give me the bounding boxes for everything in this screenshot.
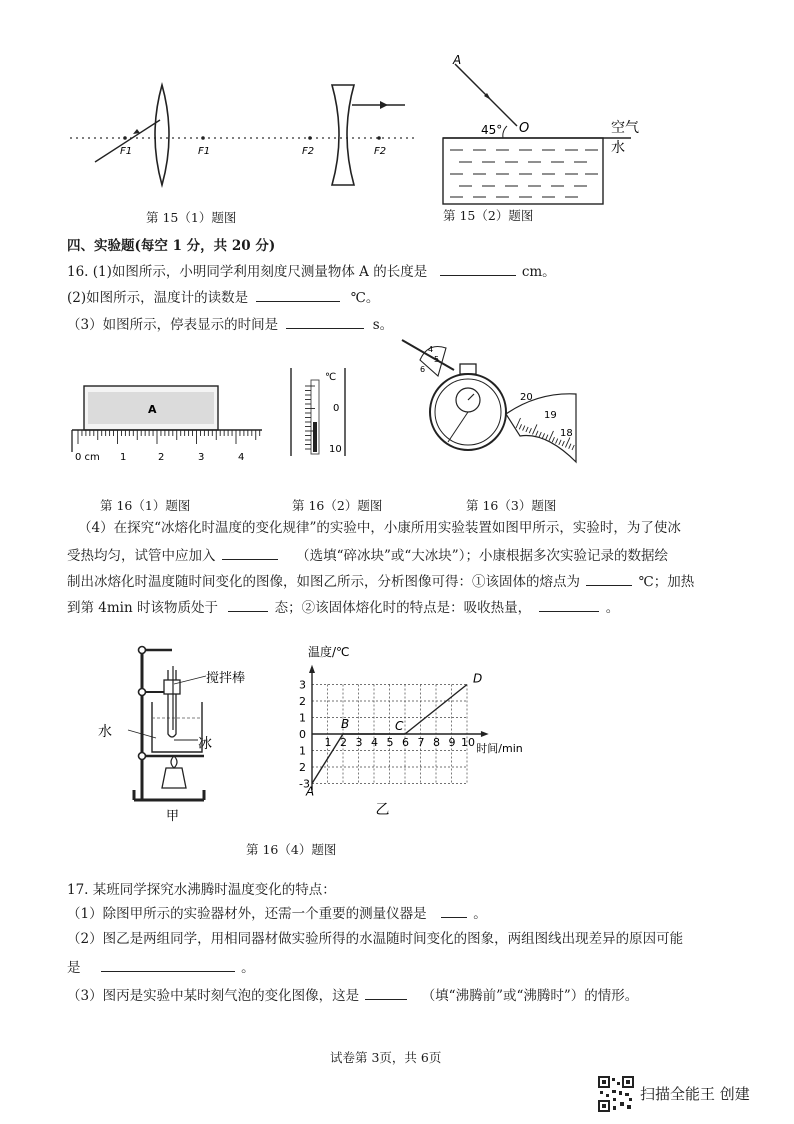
y-tick-label: 3 bbox=[299, 678, 306, 692]
q16-part4-line2 bbox=[67, 548, 668, 564]
q16-part1 bbox=[67, 264, 556, 280]
caption-16-1: 第 16（1）题图 bbox=[100, 498, 191, 513]
q17-part1-text: （1）除图甲所示的实验器材外，还需一个重要的测量仪器是 bbox=[67, 906, 427, 922]
x-tick-label: 9 bbox=[448, 736, 456, 749]
label-apparatus-ice: 冰 bbox=[198, 736, 212, 752]
q16-part4-line4b: 态；②该固体熔化时的特点是：吸收热量， bbox=[274, 600, 532, 616]
object-A-label: A bbox=[148, 403, 157, 416]
ruler-label-2: 2 bbox=[158, 452, 165, 463]
label-f2-left: F2 bbox=[302, 146, 315, 157]
figure-15-2-water-surface bbox=[435, 52, 675, 210]
label-A: A bbox=[453, 53, 462, 67]
y-tick-label-zero: 0 bbox=[299, 728, 306, 741]
x-tick-label: 2 bbox=[340, 736, 347, 749]
caption-16-2: 第 16（2）题图 bbox=[292, 498, 383, 513]
answer-blank[interactable] bbox=[365, 988, 407, 1000]
answer-blank[interactable] bbox=[539, 600, 599, 612]
figure-16-4-apparatus bbox=[94, 640, 274, 822]
point-label-C: C bbox=[395, 719, 404, 733]
qr-code-icon bbox=[598, 1076, 634, 1112]
series-segment bbox=[405, 685, 467, 735]
answer-blank[interactable] bbox=[228, 600, 268, 612]
chart-name-yi: 乙 bbox=[375, 802, 390, 818]
y-axis-arrow bbox=[309, 665, 315, 673]
convex-lens bbox=[155, 85, 169, 185]
q16-part4-line4a: 到第 4min 时该物质处于 bbox=[67, 600, 218, 616]
caption-16-3: 第 16（3）题图 bbox=[466, 498, 557, 513]
watch-tick-6: 6 bbox=[420, 365, 426, 374]
watch-tick-4: 4 bbox=[428, 345, 434, 354]
label-apparatus-water: 水 bbox=[98, 724, 112, 740]
figure-16-4-temperature-chart bbox=[292, 644, 562, 820]
section-heading: 四、实验题(每空 1 分，共 20 分) bbox=[67, 238, 276, 254]
point-label-D: D bbox=[473, 671, 483, 686]
answer-blank[interactable] bbox=[286, 317, 364, 329]
label-O: O bbox=[519, 121, 530, 136]
watch-scale-18: 18 bbox=[560, 428, 573, 439]
figure-16-1-ruler bbox=[70, 382, 265, 464]
label-stirring-rod: 搅拌棒 bbox=[206, 671, 246, 686]
y-tick-label: 2 bbox=[299, 761, 306, 774]
y-tick-label: -3 bbox=[299, 777, 310, 791]
q16-part3 bbox=[67, 317, 393, 333]
ruler-label-1: 1 bbox=[120, 452, 127, 463]
q16-part3-text: （3）如图所示，停表显示的时间是 bbox=[67, 317, 279, 333]
q17-part1-end: 。 bbox=[473, 906, 487, 922]
x-tick-label: 3 bbox=[355, 736, 363, 749]
q17-part3-text: （3）图丙是实验中某时刻气泡的变化图像，这是 bbox=[67, 988, 360, 1004]
watch-scale-20: 20 bbox=[520, 392, 533, 403]
figure-15-1-lenses bbox=[70, 80, 430, 190]
mercury-column bbox=[313, 422, 317, 452]
answer-blank[interactable] bbox=[586, 574, 632, 586]
answer-blank[interactable] bbox=[441, 906, 467, 918]
q16-part4-line2b: （选填“碎冰块”或“大冰块”）；小康根据多次实验记录的数据绘 bbox=[296, 548, 668, 564]
q16-part4-line4 bbox=[67, 600, 619, 616]
q17-part2-end: 。 bbox=[241, 960, 255, 976]
watch-scale-19: 19 bbox=[544, 410, 557, 421]
label-air: 空气 bbox=[611, 120, 639, 136]
q16-part1-text: 16. (1)如图所示，小明同学利用刻度尺测量物体 A 的长度是 bbox=[67, 264, 428, 280]
answer-blank[interactable] bbox=[440, 264, 516, 276]
ruler-label-0: 0 cm bbox=[75, 452, 100, 463]
q17-part3 bbox=[67, 988, 638, 1004]
label-water: 水 bbox=[611, 140, 625, 156]
answer-blank[interactable] bbox=[222, 548, 278, 560]
y-tick-label: 1 bbox=[299, 711, 306, 725]
chart-y-axis-label: 温度/℃ bbox=[308, 645, 350, 659]
q16-part3-unit: s。 bbox=[372, 317, 394, 333]
answer-blank[interactable] bbox=[256, 290, 340, 302]
label-45-degrees: 45° bbox=[481, 123, 503, 137]
x-axis-arrow bbox=[481, 731, 489, 737]
q17-part3b-text: （填“沸腾前”或“沸腾时”）的情形。 bbox=[421, 988, 639, 1004]
q16-part4-line4c: 。 bbox=[605, 600, 620, 616]
page-footer: 试卷第 3页，共 6页 bbox=[330, 1050, 442, 1065]
watch-tick-5: 5 bbox=[434, 355, 440, 364]
caption-16-4: 第 16（4）题图 bbox=[246, 842, 337, 857]
answer-blank[interactable] bbox=[101, 960, 235, 972]
x-tick-label: 1 bbox=[324, 736, 332, 749]
chart-x-axis-label: 时间/min bbox=[476, 742, 523, 755]
x-tick-label: 4 bbox=[371, 736, 378, 749]
figure-16-3-stopwatch bbox=[398, 332, 580, 470]
q16-part4-line2a: 受热均匀，试管中应加入 bbox=[67, 548, 216, 564]
q16-part1-unit: cm。 bbox=[521, 264, 556, 280]
q16-part4-line3 bbox=[67, 574, 694, 590]
q17-part1 bbox=[67, 906, 487, 922]
y-tick-label: 1 bbox=[299, 744, 306, 758]
concave-lens bbox=[332, 85, 354, 185]
y-tick-label: 2 bbox=[299, 695, 306, 708]
label-f1-left: F1 bbox=[120, 146, 133, 157]
ruler-label-4: 4 bbox=[238, 452, 245, 463]
label-f2-right: F2 bbox=[374, 146, 387, 157]
q17-part2b bbox=[67, 960, 255, 976]
scanner-watermark: 扫描全能王 创建 bbox=[640, 1085, 750, 1103]
caption-15-1: 第 15（1）题图 bbox=[146, 210, 237, 225]
point-label-A: A bbox=[306, 784, 315, 799]
q17-part2b-text: 是 bbox=[67, 960, 81, 976]
thermo-tick-10: 10 bbox=[329, 444, 342, 455]
ruler-label-3: 3 bbox=[198, 452, 205, 463]
x-tick-label: 5 bbox=[386, 736, 394, 749]
q17-title: 17. 某班同学探究水沸腾时温度变化的特点： bbox=[67, 882, 336, 898]
thermo-tick-0: 0 bbox=[333, 403, 340, 414]
thermo-unit: ℃ bbox=[325, 372, 337, 383]
x-tick-label: 10 bbox=[461, 736, 475, 749]
q17-part2: （2）图乙是两组同学，用相同器材做实验所得的水温随时间变化的图象，两组图线出现差异的原因可能 bbox=[67, 931, 684, 947]
label-f1-right: F1 bbox=[198, 146, 211, 157]
q16-part4-line3b: ℃；加热 bbox=[638, 574, 695, 590]
q16-part2-text: (2)如图所示，温度计的读数是 bbox=[67, 290, 249, 306]
point-label-B: B bbox=[341, 717, 350, 731]
q16-part2-unit: ℃。 bbox=[350, 290, 380, 306]
x-tick-label: 7 bbox=[417, 736, 425, 749]
x-tick-label: 6 bbox=[402, 736, 409, 749]
x-tick-label: 8 bbox=[433, 736, 440, 749]
caption-15-2: 第 15（2）题图 bbox=[443, 208, 534, 223]
label-jia: 甲 bbox=[166, 809, 180, 822]
q16-part4-line1: （4）在探究“冰熔化时温度的变化规律”的实验中，小康所用实验装置如图甲所示，实验时，为了使冰 bbox=[78, 520, 681, 536]
q16-part4-line3a: 制出冰熔化时温度随时间变化的图像，如图乙所示，分析图像可得：①该固体的熔点为 bbox=[67, 574, 580, 590]
figure-16-2-thermometer bbox=[285, 366, 353, 458]
q16-part2 bbox=[67, 290, 379, 306]
